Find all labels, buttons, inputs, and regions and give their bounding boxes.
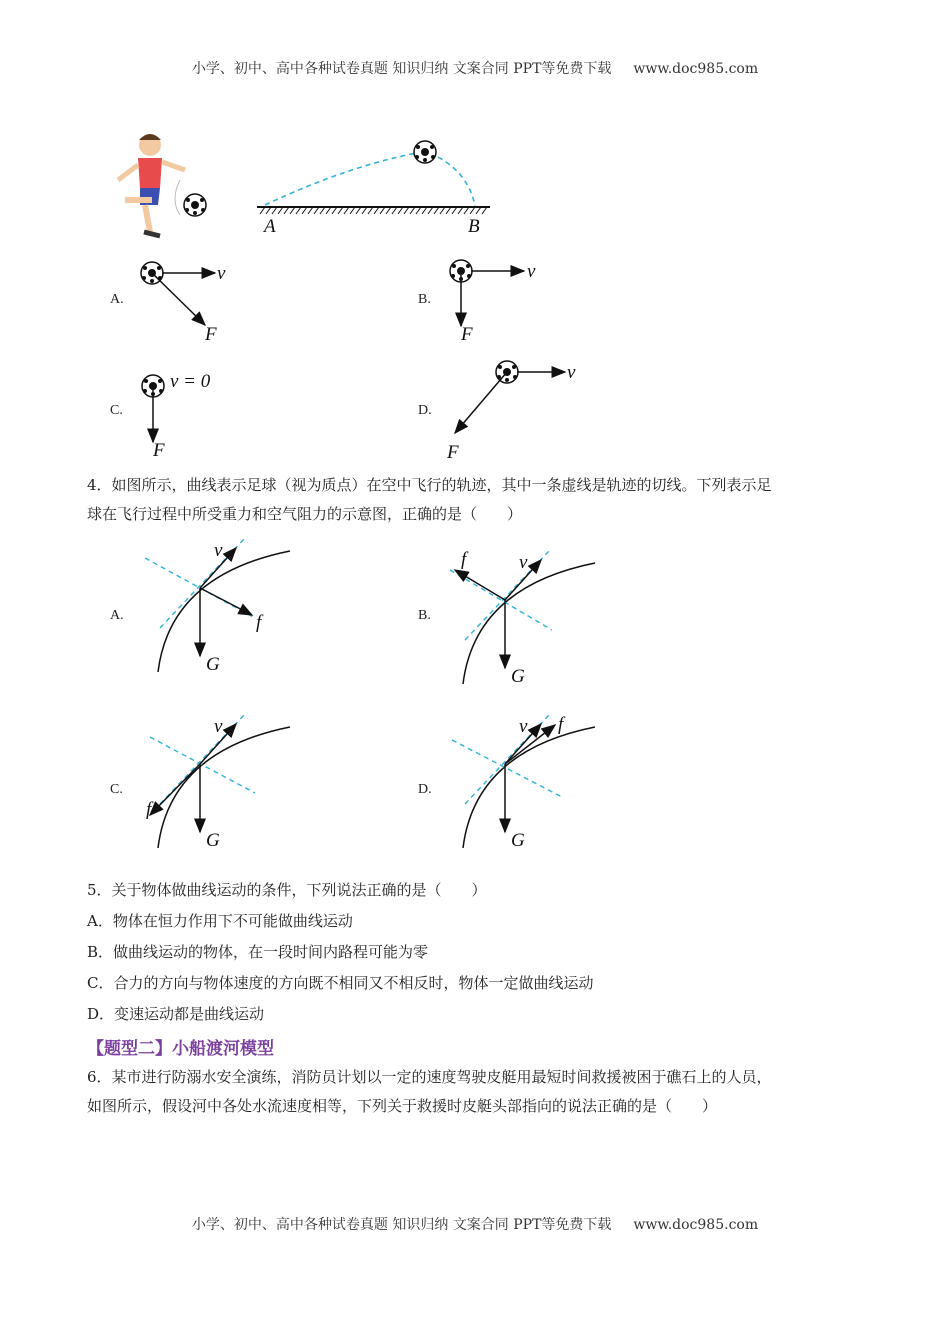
force-label: F (461, 324, 473, 345)
force-arrow (455, 372, 507, 433)
velocity-label: v (217, 263, 226, 284)
drag-force-label: f (461, 549, 467, 570)
soccer-ball-icon (184, 194, 206, 216)
q4-option-label[interactable]: D. (418, 782, 432, 797)
trajectory-curve (463, 563, 595, 684)
q6-stem-line1: 6．某市进行防溺水安全演练，消防员计划以一定的速度驾驶皮艇用最短时间救援被困于礁石上的人员， (87, 1068, 772, 1086)
force-label: F (447, 442, 459, 463)
header-text: 小学、初中、高中各种试卷真题 知识归纳 文案合同 PPT等免费下载 (191, 61, 612, 77)
q5-option-d[interactable]: D．变速运动都是曲线运动 (87, 1005, 265, 1023)
q3-option-figure (446, 361, 576, 463)
point-a-label: A (264, 216, 276, 237)
q4-option-label[interactable]: C. (110, 782, 123, 797)
q3-option-label[interactable]: D. (418, 403, 432, 418)
q5-option-b[interactable]: B．做曲线运动的物体，在一段时间内路程可能为零 (87, 943, 429, 961)
drag-force-arrow (505, 725, 555, 764)
footer-text: 小学、初中、高中各种试卷真题 知识归纳 文案合同 PPT等免费下载 (191, 1217, 612, 1233)
drag-force-arrow (200, 588, 252, 615)
q4-stem-line1: 4．如图所示，曲线表示足球（视为质点）在空中飞行的轨迹，其中一条虚线是轨迹的切线。下列表示足 (87, 476, 772, 494)
velocity-label: v (519, 716, 528, 737)
page-footer (0, 1214, 950, 1234)
velocity-label: v (214, 716, 223, 737)
drag-force-arrow (150, 764, 200, 815)
q4-option-figure (146, 714, 290, 851)
velocity-label: v = 0 (170, 371, 211, 392)
q4-option-figure (450, 549, 595, 687)
gravity-label: G (511, 830, 525, 851)
q3-option-label[interactable]: C. (110, 403, 123, 418)
q3-option-figure (142, 371, 211, 461)
q5-stem: 5．关于物体做曲线运动的条件，下列说法正确的是（ ） (87, 881, 487, 899)
trajectory-diagram (257, 141, 490, 237)
trajectory-curve (158, 551, 290, 672)
dashed-line (452, 740, 562, 797)
velocity-label: v (519, 552, 528, 573)
q5-option-c[interactable]: C．合力的方向与物体速度的方向既不相同又不相反时，物体一定做曲线运动 (87, 974, 594, 992)
point-b-label: B (468, 216, 480, 237)
velocity-label: v (214, 540, 223, 561)
soccer-ball-icon (184, 194, 206, 216)
q3-option-label[interactable]: A. (110, 292, 124, 307)
q3-option-figure (141, 262, 226, 345)
q4-stem-line2: 球在飞行过程中所受重力和空气阻力的示意图，正确的是（ ） (87, 505, 523, 523)
q3-option-label[interactable]: B. (418, 292, 431, 307)
boy-kicking-ball-illustration (118, 134, 206, 236)
drag-force-label: f (558, 714, 564, 735)
drag-force-arrow (455, 570, 505, 600)
dashed-line (450, 570, 552, 630)
q6-stem-line2: 如图所示，假设河中各处水流速度相等，下列关于救援时皮艇头部指向的说法正确的是（ ） (87, 1097, 718, 1115)
q5-option-a[interactable]: A．物体在恒力作用下不可能做曲线运动 (87, 912, 353, 930)
header-url[interactable]: www.doc985.com (633, 61, 759, 77)
gravity-label: G (511, 666, 525, 687)
footer-url[interactable]: www.doc985.com (633, 1217, 759, 1233)
velocity-label: v (527, 261, 536, 282)
q4-option-figure (452, 714, 595, 851)
q4-option-label[interactable]: B. (418, 608, 431, 623)
section-heading: 【题型二】小船渡河模型 (87, 1039, 274, 1059)
force-arrow (152, 273, 205, 325)
q4-option-figure (145, 538, 290, 675)
force-label: F (153, 440, 165, 461)
velocity-label: v (567, 362, 576, 383)
gravity-label: G (206, 654, 220, 675)
drag-force-label: f (256, 612, 262, 633)
q3-option-figure (450, 260, 536, 345)
drag-force-label: f (146, 799, 152, 820)
gravity-label: G (206, 830, 220, 851)
q4-option-label[interactable]: A. (110, 608, 124, 623)
force-label: F (205, 324, 217, 345)
soccer-ball-icon (414, 141, 436, 163)
